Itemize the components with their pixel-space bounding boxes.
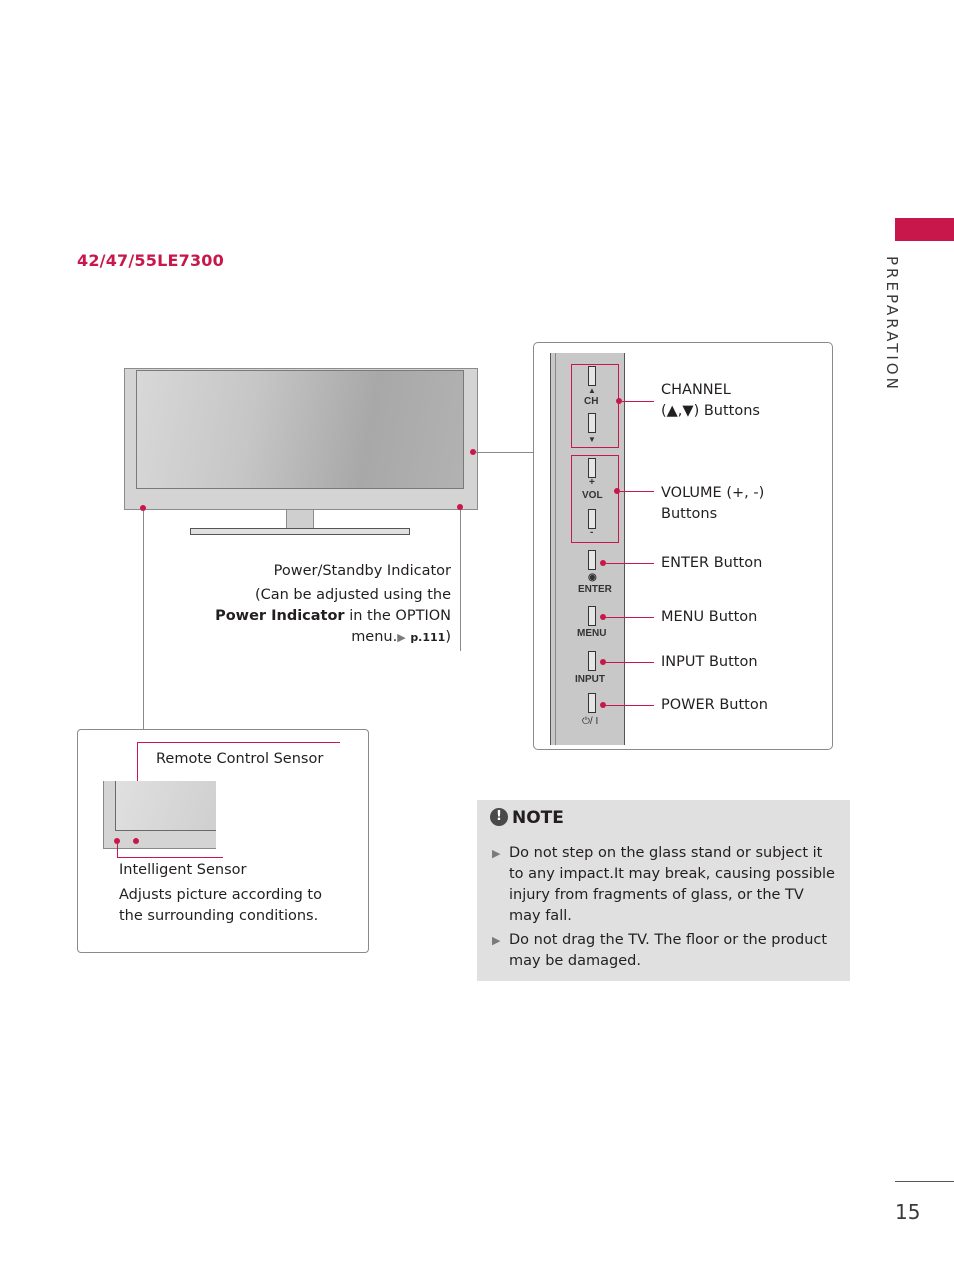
section-label: PREPARATION — [883, 256, 901, 392]
power-indicator-leader — [460, 510, 461, 651]
remote-sensor-leader — [143, 511, 144, 729]
note-item — [509, 930, 836, 972]
power-indicator-bold: Power Indicator — [215, 608, 345, 624]
power-callout-label: POWER Button — [661, 697, 768, 713]
menu-callout-line — [606, 617, 654, 618]
page-number: 15 — [895, 1200, 921, 1224]
channel-label-line2: (▲,▼) Buttons — [661, 403, 760, 419]
note-item-1-line4: may fall. — [509, 908, 572, 924]
tv-stand-neck — [286, 510, 314, 530]
volume-label: VOL — [582, 490, 603, 501]
intelligent-sensor-line — [117, 857, 223, 858]
volume-up-button[interactable] — [588, 458, 596, 478]
side-panel-leader — [476, 452, 533, 453]
power-icon: ⏻/ I — [582, 716, 599, 727]
bullet-arrow-icon: ▶ — [492, 847, 501, 860]
note-item-2-line1: Do not drag the TV. The floor or the product — [509, 932, 828, 948]
channel-callout-line — [622, 401, 654, 402]
channel-down-icon: ▼ — [588, 435, 596, 444]
channel-up-button[interactable] — [588, 366, 596, 386]
intelligent-sensor-line-vertical — [117, 844, 118, 857]
power-button[interactable] — [588, 693, 596, 713]
intelligent-sensor-desc — [119, 885, 322, 927]
enter-icon: ◉ — [588, 572, 597, 583]
channel-callout-label — [661, 380, 760, 422]
volume-plus-icon: + — [589, 477, 595, 488]
note-item-1-line1: Do not step on the glass stand or subject it — [509, 845, 823, 861]
power-indicator-line3 — [206, 627, 451, 648]
menu-label: MENU — [577, 628, 607, 639]
power-indicator-title: Power/Standby Indicator — [273, 563, 451, 579]
sensor-desc-line1: Adjusts picture according to — [119, 887, 322, 903]
volume-label-line1: VOLUME (+, -) — [661, 485, 765, 501]
volume-label-line2: Buttons — [661, 506, 718, 522]
menu-button[interactable] — [588, 606, 596, 626]
power-indicator-line2 — [206, 606, 451, 627]
bullet-arrow-icon: ▶ — [492, 934, 501, 947]
enter-button[interactable] — [588, 550, 596, 570]
volume-down-button[interactable] — [588, 509, 596, 529]
enter-label: ENTER — [578, 584, 612, 595]
remote-sensor-closeup-dot — [133, 838, 139, 844]
tv-stand-base — [190, 528, 410, 535]
power-callout-line — [606, 705, 654, 706]
enter-callout-label: ENTER Button — [661, 555, 763, 571]
arrow-right-icon: ▶ — [397, 631, 406, 644]
note-item-2-line2: may be damaged. — [509, 953, 641, 969]
note-item-1-line2: to any impact.It may break, causing possible — [509, 866, 835, 882]
volume-callout-line — [620, 491, 654, 492]
channel-down-button[interactable] — [588, 413, 596, 433]
intelligent-sensor-label: Intelligent Sensor — [119, 862, 247, 878]
note-title: NOTE — [512, 808, 564, 828]
tv-screen — [136, 370, 464, 489]
model-title: 42/47/55LE7300 — [77, 251, 224, 270]
section-tab — [895, 218, 954, 241]
page-divider — [895, 1181, 954, 1182]
input-callout-label: INPUT Button — [661, 654, 758, 670]
power-indicator-line1: (Can be adjusted using the — [254, 587, 451, 603]
remote-sensor-label: Remote Control Sensor — [156, 751, 324, 767]
volume-callout-label — [661, 483, 764, 525]
enter-callout-line — [606, 563, 654, 564]
channel-label: CH — [584, 396, 599, 407]
input-callout-line — [606, 662, 654, 663]
volume-minus-icon: - — [590, 527, 594, 538]
power-indicator-line2-rest: in the OPTION — [344, 608, 451, 624]
menu-text: menu. — [351, 629, 398, 645]
sensor-desc-line2: the surrounding conditions. — [119, 908, 319, 924]
sensor-closeup-screen — [115, 781, 216, 831]
note-item — [509, 843, 836, 927]
channel-up-icon: ▲ — [588, 386, 596, 395]
input-button[interactable] — [588, 651, 596, 671]
menu-callout-label: MENU Button — [661, 609, 758, 625]
channel-label-line1: CHANNEL — [661, 382, 731, 398]
input-label: INPUT — [575, 674, 605, 685]
remote-sensor-line — [137, 742, 340, 743]
note-item-1-line3: injury from fragments of glass, or the TV — [509, 887, 804, 903]
exclamation-icon: ! — [490, 808, 508, 826]
power-indicator-callout — [206, 561, 451, 648]
control-panel-edge — [555, 353, 556, 745]
page-ref: p.111 — [410, 631, 446, 644]
close-paren: ) — [445, 629, 451, 645]
